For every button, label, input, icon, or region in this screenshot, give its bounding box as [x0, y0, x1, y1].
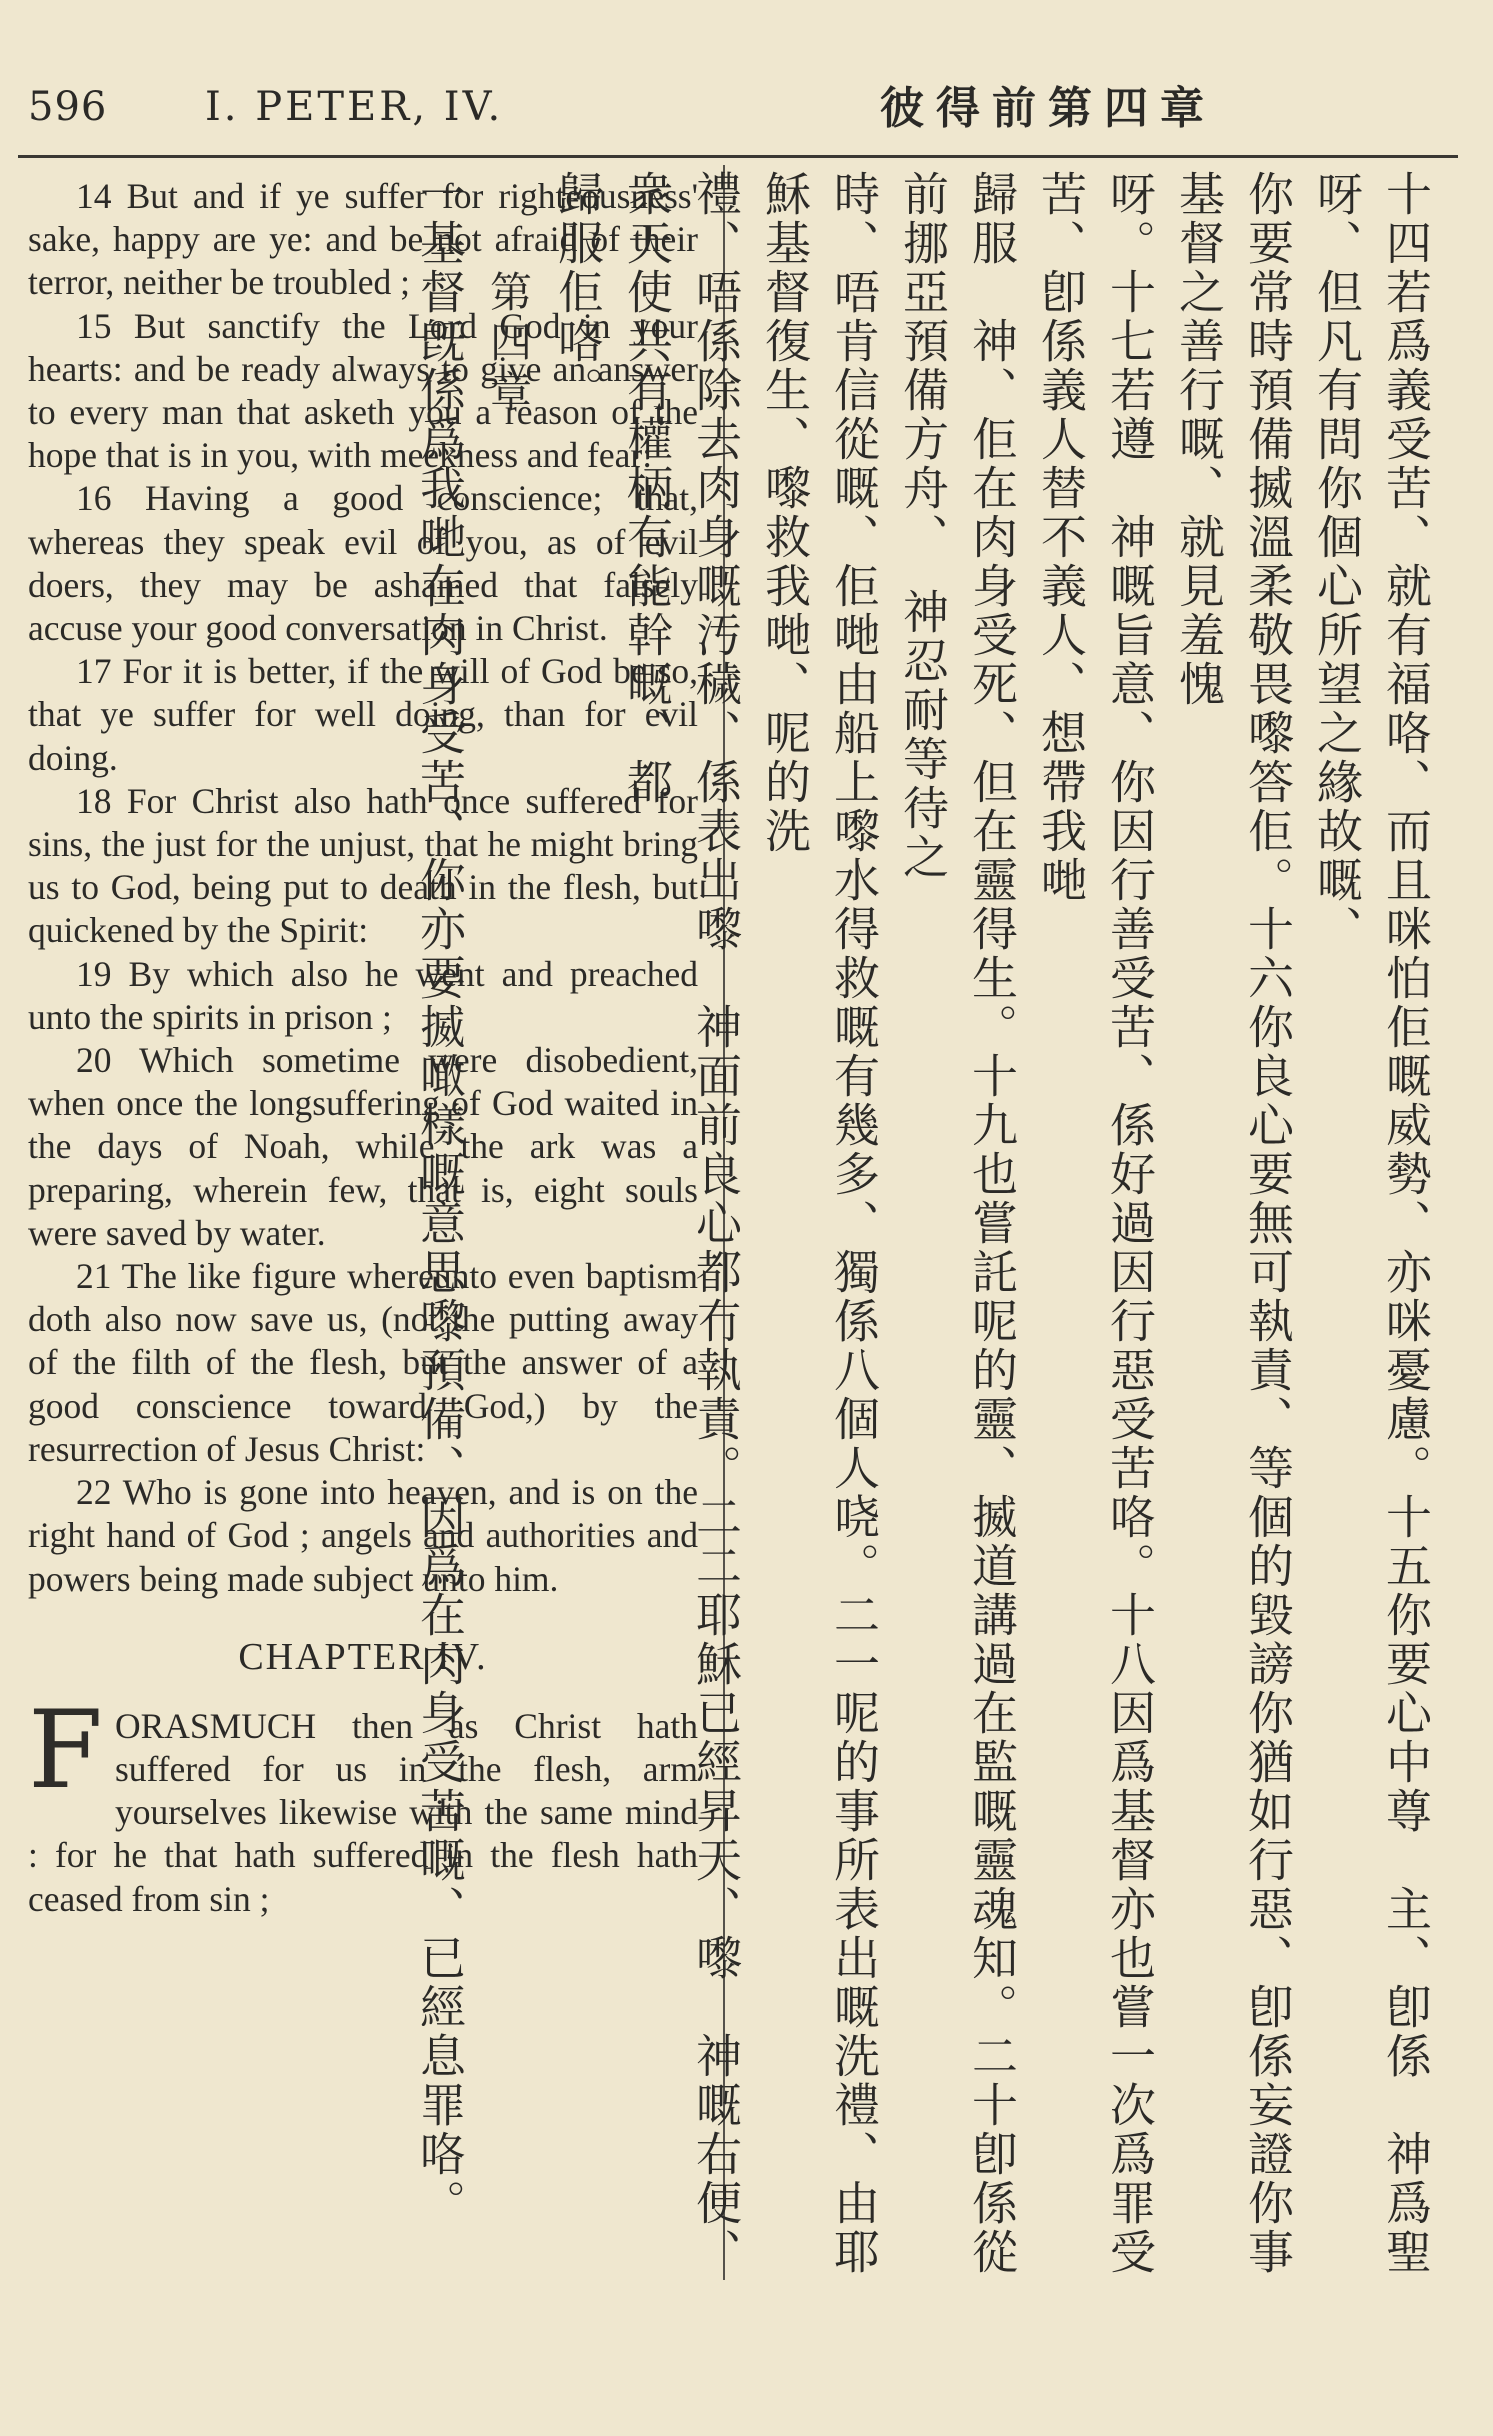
verse-19: 19 By which also he went and preached unto the spirits in prison ;: [28, 953, 698, 1037]
chinese-chapter-heading: 第四章: [484, 270, 533, 420]
chinese-line-7: 歸服佢咯。: [551, 170, 605, 415]
chinese-column: [413, 170, 1440, 2280]
running-title: I. PETER, IV.: [205, 84, 504, 130]
verse-18: 18 For Christ also hath once suffered for sins, the just for the unjust, that he might bring us to God, being put to death in the flesh, but quickened by the Spirit:: [28, 780, 698, 951]
opening-text: ORASMUCH then as Christ hath suffered for us in the flesh, arm yourselves likewise with the same mind : for he that hath suffered in the flesh hath ceased from sin ;: [28, 1705, 698, 1919]
chinese-line-3: 呀。十七若遵 神嘅旨意、你因行善受苦、係好過因行惡受苦咯。十八因爲基督亦也嘗一次爲罪受苦、卽係義人替不義人、想帶我哋: [1034, 170, 1157, 2277]
verse-22: 22 Who is gone into heaven, and is on the right hand of God ; angels and authorities and powers being made subject unto him.: [28, 1472, 698, 1599]
verse-21: 21 The like figure whereunto even baptism doth also now save us, (not the putting away of the filth of the flesh, but the answer of a good conscience toward God,) by the resurrection of Jesus Christ:: [28, 1256, 698, 1469]
verse-16: 16 Having a good conscience; that, whereas they speak evil of you, as of evil doers, they may be ashamed that falsely accuse your good conversation in Christ.: [28, 478, 698, 649]
drop-cap: F: [28, 1687, 103, 1813]
chinese-line-6: 禮、唔係除去肉身嘅汚穢、係表出嚟 神面前良心都冇執責。二二耶穌已經昇天、嚟 神嘅右便、衆天使共有權柄有能幹嘅、都: [620, 170, 743, 2277]
chinese-running-title: 彼得前第四章: [880, 83, 1216, 134]
chinese-line-1: 十四若爲義受苦、就有福咯、而且咪怕佢嘅威勢、亦咪憂慮。十五你要心中尊 主、卽係 神爲聖呀、但凡有問你個心所望之緣故嘅、: [1310, 170, 1433, 2277]
chinese-line-2: 你要常時預備揻溫柔敬畏嚟答佢。十六你良心要無可執責、等個的毀謗你猶如行惡、卽係妄證你事基督之善行嘅、就見羞愧: [1172, 170, 1295, 2277]
verse-17: 17 For it is better, if the will of God be so, that ye suffer for well doing, than for evil doing.: [28, 651, 698, 778]
header-rule: [18, 155, 1458, 158]
page-number: 596: [28, 84, 108, 130]
chinese-line-9: 一基督旣係爲我哋在肉身受苦、你亦要揻噉樣嘅意思嚟預備、因爲在肉身受苦嘅、已經息罪咯。: [413, 170, 467, 2228]
verse-20: 20 Which sometime were disobedient, when once the longsuffering of God waited in the days of Noah, while the ark was a preparing, wherein few, that is, eight souls were saved by water.: [28, 1040, 698, 1253]
chinese-line-5: 時、唔肯信從嘅、佢哋由船上嚟水得救嘅有幾多、獨係八個人哓。二一呢的事所表出嘅洗禮、由耶穌基督復生、嚟救我哋、呢的洗: [758, 170, 881, 2277]
verse-15: 15 But sanctify the Lord God in your hearts: and be ready always to give an answer to every man that asketh you a reason of the hope that is in you, with meekness and fear:: [28, 305, 698, 476]
verse-14: 14 But and if ye suffer for righteousness' sake, happy are ye: and be not afraid of their terror, neither be troubled ;: [28, 176, 698, 303]
chinese-line-4: 歸服 神、佢在肉身受死、但在靈得生。十九也嘗託呢的靈、揻道講過在監嘅靈魂知。二十卽係從前挪亞預備方舟、 神忍耐等待之: [896, 170, 1019, 2277]
chapter-heading: CHAPTER IV.: [238, 1635, 488, 1678]
